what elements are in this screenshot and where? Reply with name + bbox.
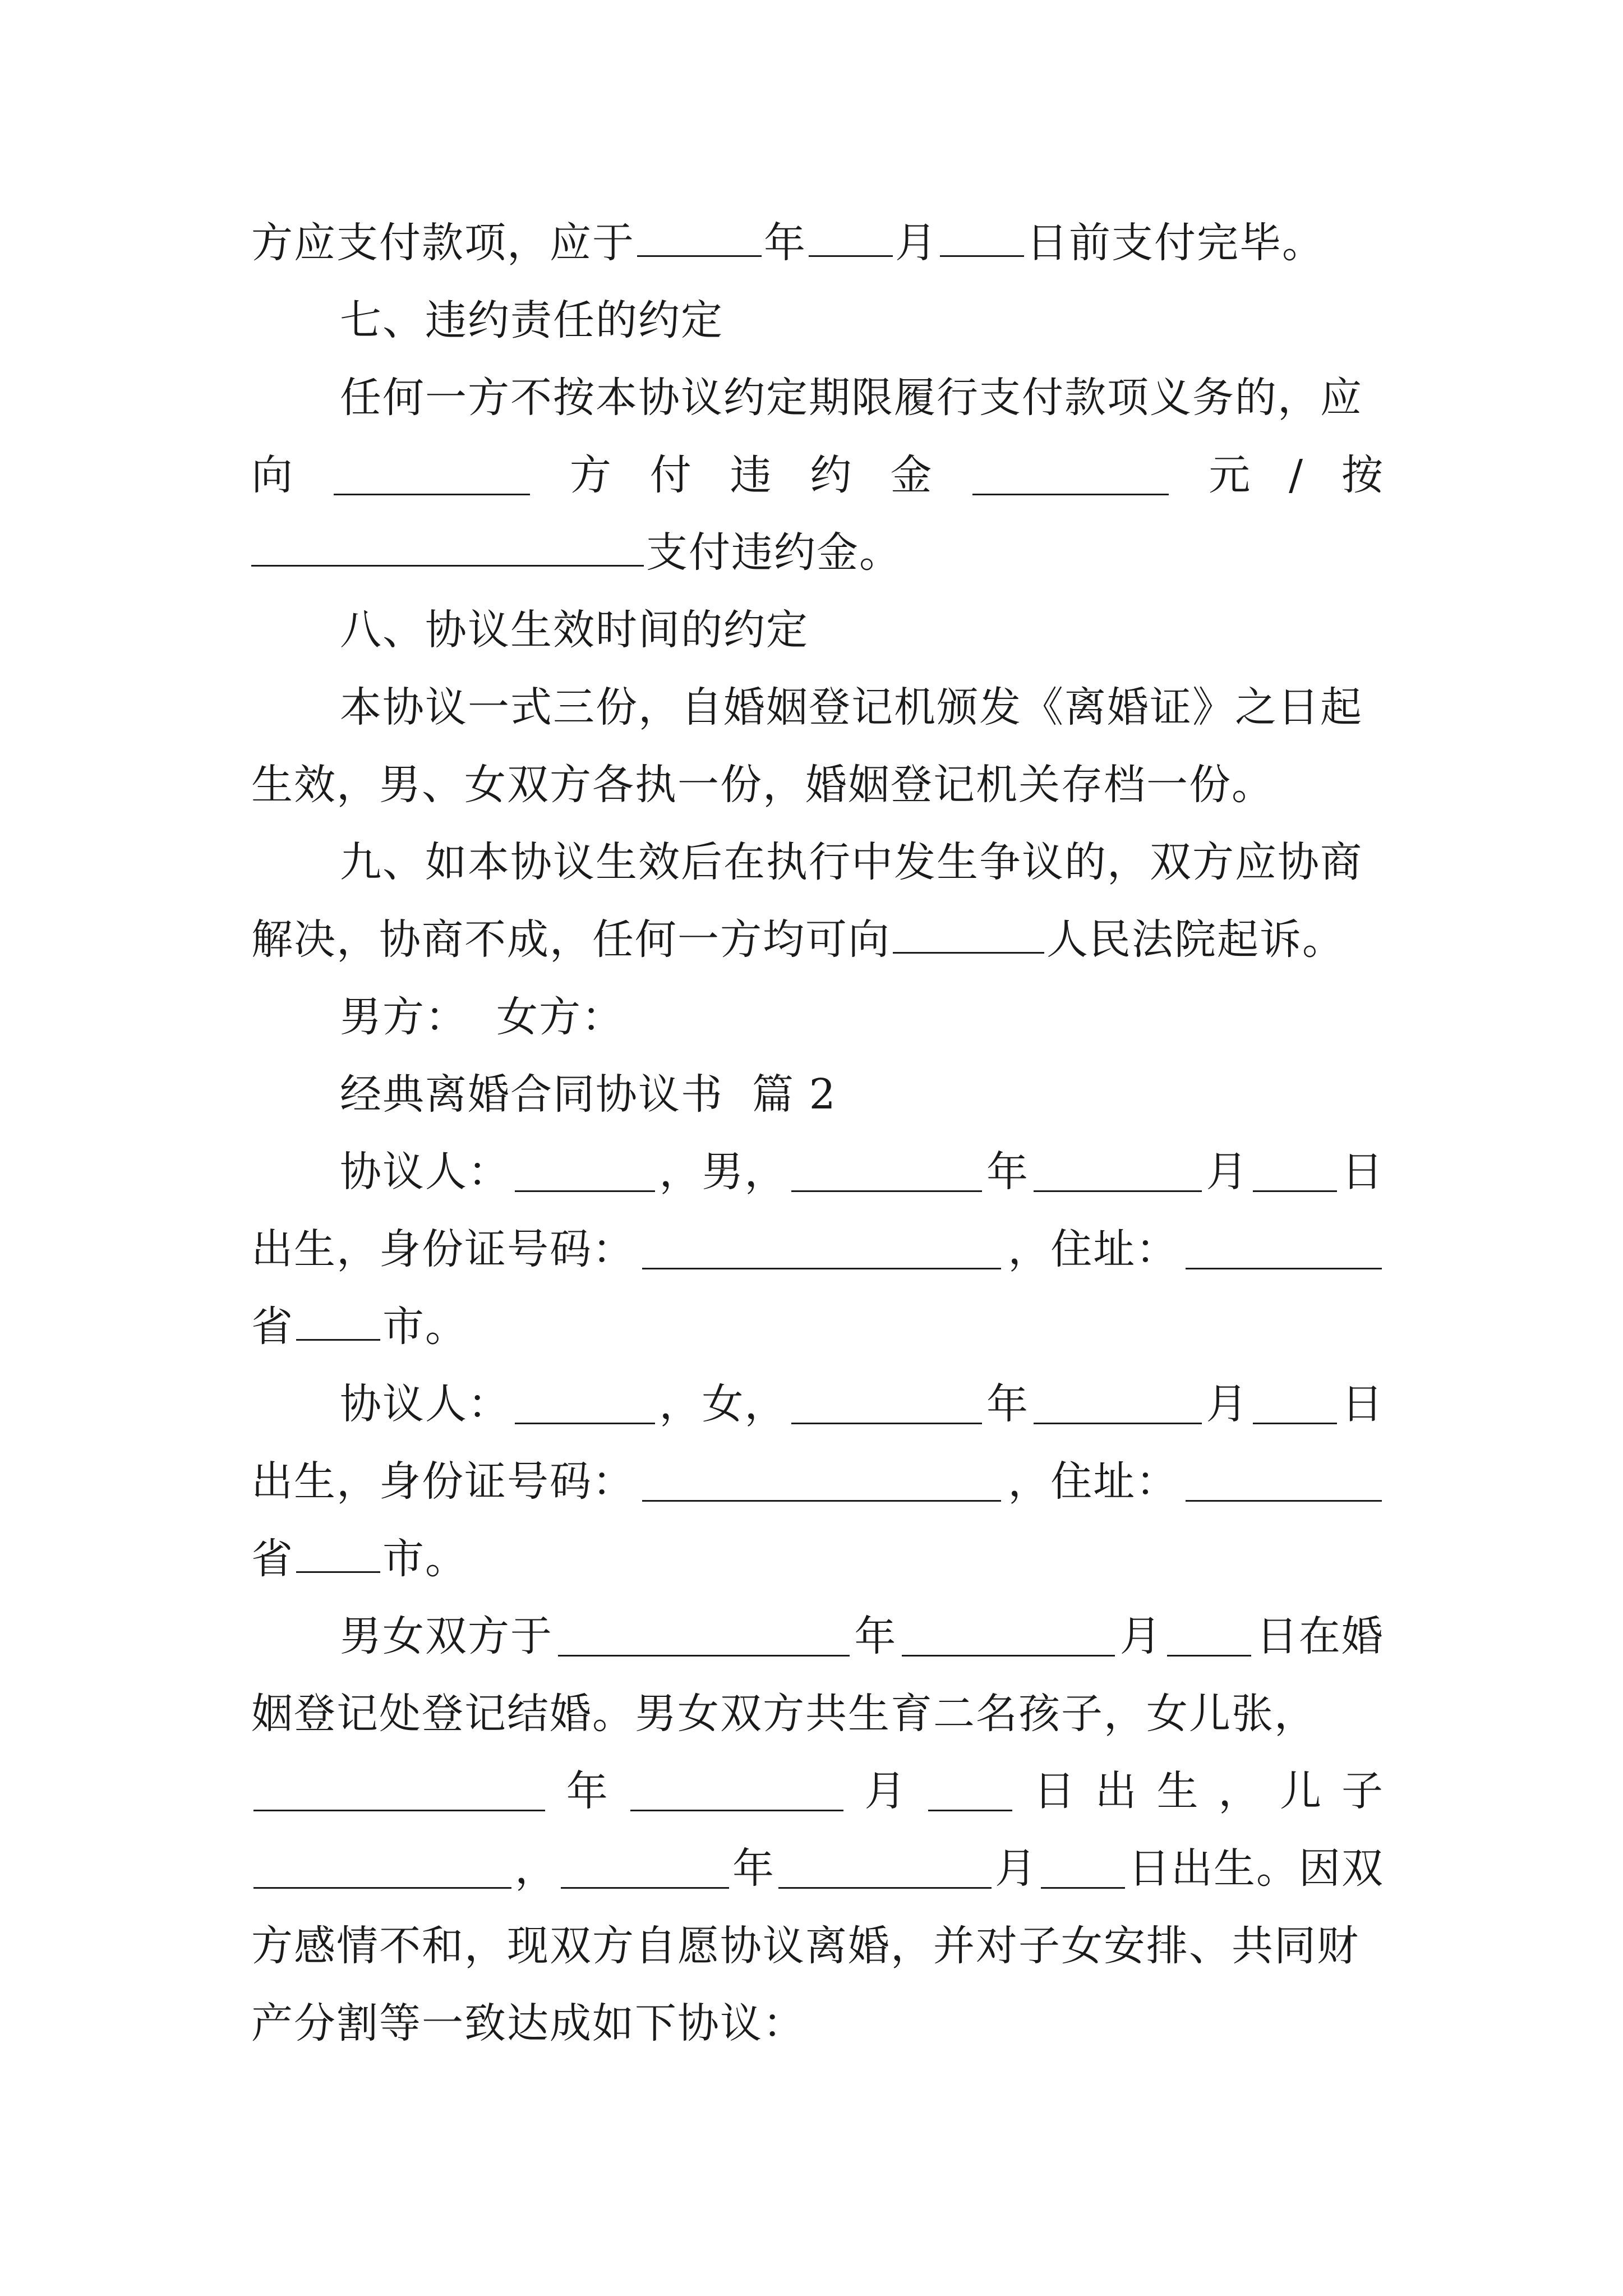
blank-province [296, 1533, 380, 1573]
blank-day [1253, 1384, 1337, 1424]
text: 日在婚 [1256, 1612, 1384, 1660]
text: 日 [1341, 1380, 1384, 1428]
text: ， [515, 1844, 557, 1893]
text: 年 [566, 1767, 609, 1815]
text: 省 [251, 1303, 294, 1351]
text: 方 [569, 451, 612, 499]
party-2-line-2 [251, 1442, 1384, 1521]
text: 月 [895, 219, 938, 267]
text: ，住址： [1008, 1457, 1179, 1506]
text: 月 [864, 1767, 907, 1815]
dispute-clause-line-1 [340, 823, 1384, 901]
section-title-2: 经典离婚合同协议书 篇 2 [340, 1070, 837, 1119]
blank-month [809, 217, 893, 257]
text: 月 [1206, 1380, 1249, 1428]
blank-day [1253, 1152, 1337, 1191]
text: 年 [986, 1380, 1029, 1428]
text: ，男， [659, 1148, 787, 1196]
blank-court [893, 914, 1044, 954]
blank-year [637, 217, 762, 257]
blank-name [515, 1384, 655, 1424]
marriage-line-2 [251, 1674, 1384, 1753]
text: 协议人： [340, 1380, 510, 1428]
text: ，女， [659, 1380, 787, 1428]
penalty-clause-line-1 [340, 358, 1384, 437]
text: ， [1218, 1767, 1261, 1815]
text: 出生，身份证号码： [251, 1457, 635, 1506]
text: ，住址： [1008, 1225, 1179, 1273]
party-1-line-3 [251, 1287, 1384, 1366]
marriage-line-1 [340, 1597, 1384, 1676]
signature-line: 男方： 女方： [340, 993, 625, 1041]
text: 日前支付完毕。 [1026, 219, 1325, 267]
dispute-clause-line-2 [251, 900, 1384, 979]
blank-year [791, 1152, 982, 1191]
text: 任何一方不按本协议约定期限履行支付款项义务的，应 [340, 374, 1363, 422]
text: 年 [854, 1612, 897, 1660]
text: 本协议一式三份，自婚姻登记机颁发《离婚证》之日起 [340, 683, 1363, 731]
text: 金 [890, 451, 933, 499]
text: 付 [649, 451, 693, 499]
blank-id-number [642, 1461, 1001, 1501]
blank-day [1167, 1616, 1251, 1656]
blank-son-month [778, 1848, 992, 1888]
text: 生 [1156, 1767, 1200, 1815]
blank-month [1034, 1152, 1202, 1191]
text: 出生，身份证号码： [251, 1225, 635, 1273]
blank-address [1186, 1461, 1382, 1501]
text: 年 [764, 219, 806, 267]
text: 儿 [1280, 1767, 1323, 1815]
text: 人民法院起诉。 [1046, 915, 1345, 964]
text: 解决，协商不成，任何一方均可向 [251, 915, 891, 964]
text: 出 [1095, 1767, 1138, 1815]
text: 按 [1341, 451, 1384, 499]
text: 姻登记处登记结婚。男女双方共生育二名孩子，女儿张， [251, 1690, 1317, 1738]
blank-day [940, 217, 1024, 257]
text: 月 [1119, 1612, 1163, 1660]
blank-id-number [642, 1229, 1001, 1269]
text: 年 [986, 1148, 1029, 1196]
blank-daughter-day [928, 1771, 1012, 1811]
penalty-clause-line-3 [251, 513, 1384, 592]
penalty-clause-line-2 [251, 436, 1384, 514]
text: 方感情不和，现双方自愿协议离婚，并对子女安排、共同财 [251, 1922, 1359, 1970]
party-2-line-1 [340, 1365, 1384, 1443]
blank-basis [251, 527, 644, 567]
text: 约 [810, 451, 853, 499]
blank-year [791, 1384, 982, 1424]
blank-month [1034, 1384, 1202, 1424]
blank-address [1186, 1229, 1382, 1269]
blank-amount [972, 455, 1169, 495]
blank-daughter-month [630, 1771, 843, 1811]
text: 元 [1209, 451, 1252, 499]
payment-deadline-line [251, 204, 1384, 282]
text: 市。 [382, 1535, 468, 1583]
marriage-line-3 [251, 1752, 1384, 1830]
effective-clause-line-1 [340, 668, 1384, 747]
text: 九、如本协议生效后在执行中发生争议的，双方应协商 [340, 838, 1363, 886]
blank-month [902, 1616, 1115, 1656]
text: 支付违约金。 [646, 528, 902, 577]
text: 方应支付款项，应于 [251, 219, 635, 267]
party-1-line-1 [340, 1133, 1384, 1211]
text: 市。 [382, 1303, 468, 1351]
blank-son-name [253, 1848, 511, 1888]
blank-daughter-year [253, 1771, 545, 1811]
text: 违 [730, 451, 773, 499]
marriage-line-6: 产分割等一致达成如下协议： [251, 1999, 805, 2047]
text: 月 [1206, 1148, 1249, 1196]
blank-province [296, 1301, 380, 1341]
text: 年 [732, 1844, 775, 1893]
party-2-line-3 [251, 1520, 1384, 1598]
party-1-line-2 [251, 1210, 1384, 1289]
blank-year [558, 1616, 850, 1656]
text: / [1289, 451, 1304, 499]
marriage-line-5 [251, 1907, 1384, 1985]
text: 月 [995, 1844, 1038, 1893]
text: 向 [251, 451, 294, 499]
effective-clause-line-2: 生效，男、女双方各执一份，婚姻登记机关存档一份。 [251, 761, 1274, 809]
text: 日出生。因双 [1128, 1844, 1384, 1893]
blank-party [334, 455, 530, 495]
text: 日 [1033, 1767, 1076, 1815]
blank-name [515, 1152, 655, 1191]
section-heading-7: 七、违约责任的约定 [340, 296, 723, 344]
blank-son-year [561, 1848, 729, 1888]
text: 日 [1341, 1148, 1384, 1196]
text: 子 [1341, 1767, 1384, 1815]
text: 男女双方于 [340, 1612, 553, 1660]
section-heading-8: 八、协议生效时间的约定 [340, 606, 809, 654]
text: 协议人： [340, 1148, 510, 1196]
text: 省 [251, 1535, 294, 1583]
blank-son-day [1041, 1848, 1125, 1888]
marriage-line-4 [251, 1829, 1384, 1908]
